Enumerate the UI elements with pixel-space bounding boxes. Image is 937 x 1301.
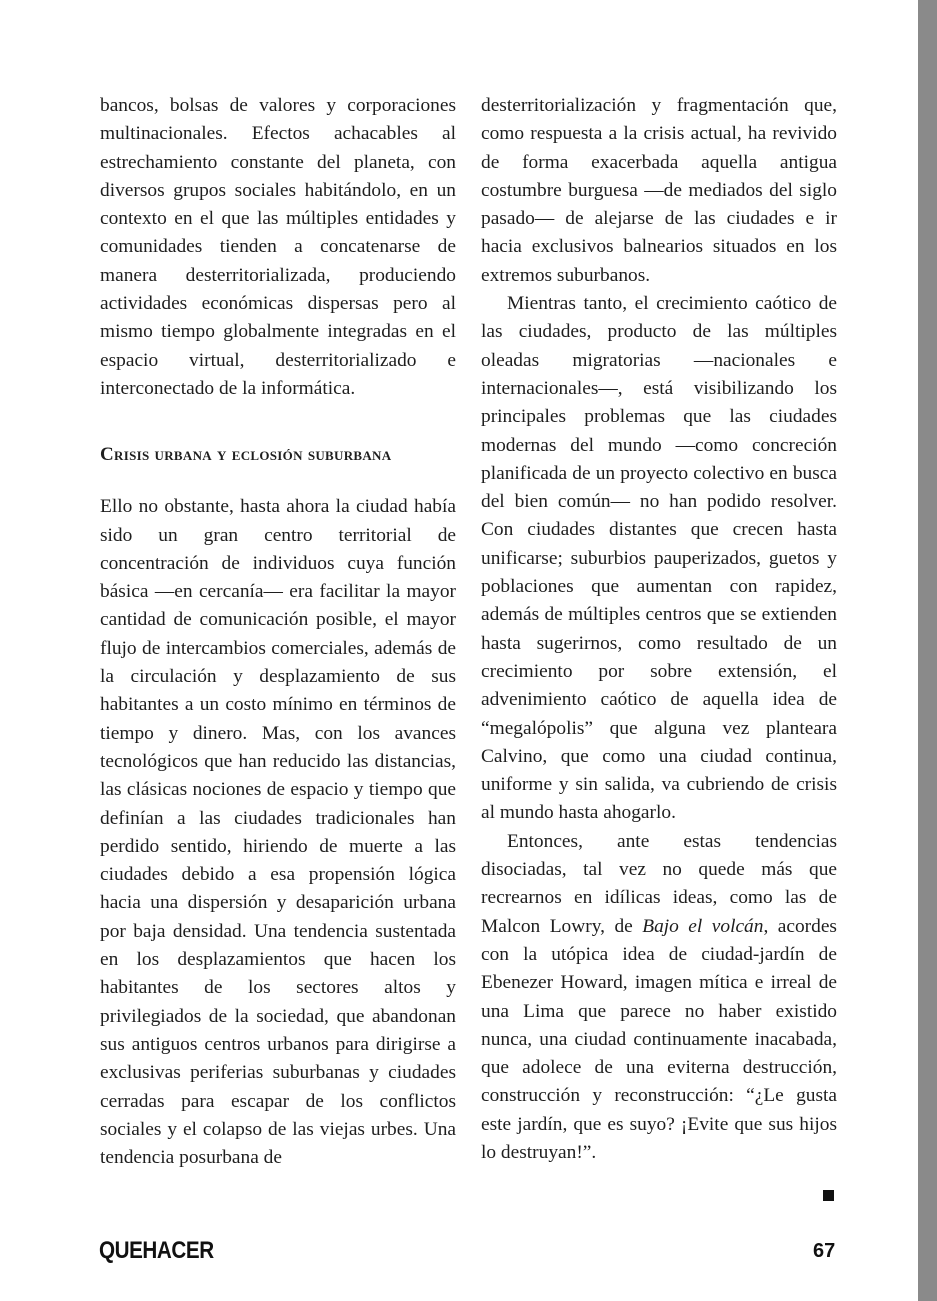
magazine-masthead: QUEHACER	[99, 1237, 214, 1264]
paragraph-conclusion-text-a: Entonces, ante estas tendencias disociadas, tal vez no quede más que recrearnos en idílicas ideas, como las de Malcon Lowry, de	[481, 830, 837, 937]
page-number: 67	[813, 1240, 836, 1262]
paragraph-conclusion-text-b: , acordes con la utópica idea de ciudad-jardín de Ebenezer Howard, imagen mítica e irreal de una Lima que parece no haber existido nunca, una ciudad continuamente inacabada, que adolece de una eviterna destrucción, construcción y reconstrucción: “¿Le gusta este jardín, que es suyo? ¡Evite que sus hijos lo destruyan!”.	[481, 915, 837, 1163]
left-column	[100, 92, 456, 1172]
right-column	[481, 92, 837, 1167]
end-of-article-mark	[823, 1190, 834, 1201]
paragraph-section-intro: Ello no obstante, hasta ahora la ciudad había sido un gran centro territorial de concentración de individuos cuya función básica —en cercanía— era facilitar la mayor cantidad de comunicación posible, el mayor flujo de intercambios comerciales, además de la circulación y desplazamiento de sus habitantes a un costo mínimo en términos de tiempo y dinero. Mas, con los avances tecnológicos que han reducido las distancias, las clásicas nociones de espacio y tiempo que definían a las ciudades tradicionales han perdido sentido, hiriendo de muerte a las ciudades debido a esa propensión lógica hacia una dispersión y desaparición urbana por baja densidad. Una tendencia sustentada en los desplazamientos que hacen los habitantes de los sectores altos y privilegiados de la sociedad, que abandonan sus antiguos centros urbanos para dirigirse a exclusivas periferias suburbanas y ciudades cerradas para escapar de los conflictos sociales y el colapso de las viejas urbes. Una tendencia posurbana de	[100, 496, 456, 1169]
paragraph-growth: Mientras tanto, el crecimiento caótico de las ciudades, producto de las múltiples oleadas migratorias —nacionales e internacionales—, está visibilizando los principales problemas que las ciudades modernas del mundo —como concreción planificada de un proyecto colectivo en busca del bien común— no han podido resolver. Con ciudades distantes que crecen hasta unificarse; suburbios pauperizados, guetos y poblaciones que aumentan con rapidez, además de múltiples centros que se extienden hasta sugerirnos, como resultado de un crecimiento por sobre extensión, el advenimiento caótico de aquella idea de “megalópolis” que alguna vez planteara Calvino, que como una ciudad continua, uniforme y sin salida, va cubriendo de crisis al mundo hasta ahogarlo.	[481, 293, 837, 824]
book-title: Bajo el volcán	[642, 915, 764, 937]
paragraph-continued-right: desterritorialización y fragmentación que, como respuesta a la crisis actual, ha revivido de forma exacerbada aquella antigua costumbre burguesa —de mediados del siglo pasado— de alejarse de las ciudades e ir hacia exclusivos balnearios situados en los extremos suburbanos.	[481, 95, 837, 286]
paragraph-conclusion	[481, 828, 837, 1168]
section-heading: Crisis urbana y eclosión suburbana	[100, 444, 392, 466]
page-edge-bar	[918, 0, 937, 1301]
paragraph-continued-left: bancos, bolsas de valores y corporaciones multinacionales. Efectos achacables al estrechamiento constante del planeta, con diversos grupos sociales habitándolo, en un contexto en el que las múltiples entidades y comunidades tienden a concatenarse de manera desterritorializada, produciendo actividades económicas dispersas pero al mismo tiempo globalmente integradas en el espacio virtual, desterritorializado e interconectado de la informática.	[100, 95, 456, 399]
